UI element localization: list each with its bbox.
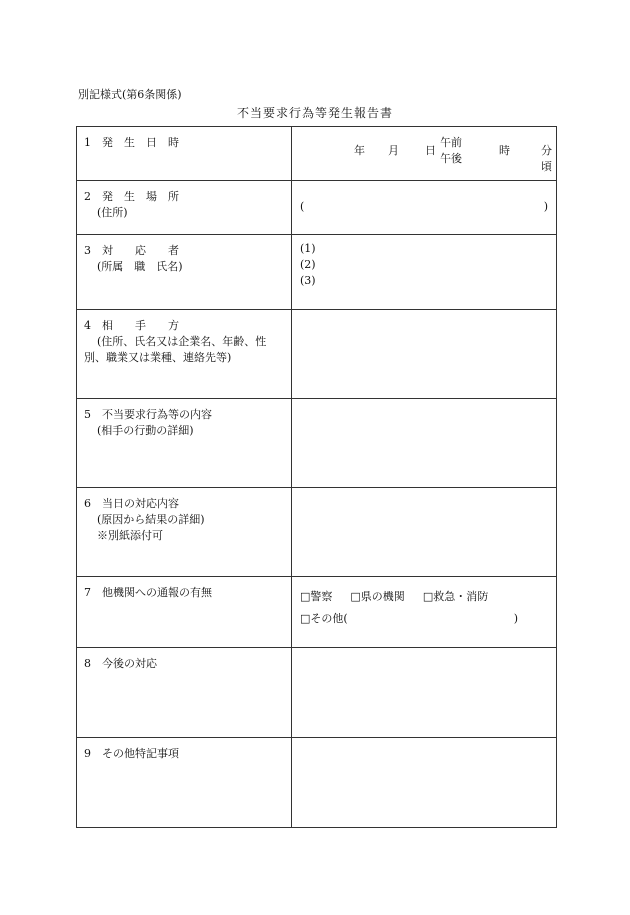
row-future [77, 648, 557, 738]
form-label: 別記様式(第6条関係) [78, 88, 182, 101]
staff-item-3: (3) [300, 274, 316, 287]
row-sublabel: (原因から結果の詳細) [97, 513, 205, 526]
minute-label: 分頃 [541, 144, 552, 173]
month-label: 月 [388, 144, 399, 157]
row-label: 4 相 手 方 [84, 319, 179, 332]
row-label: 2 発 生 場 所 [84, 190, 179, 203]
row-sublabel: (住所) [97, 206, 128, 219]
label-cell [77, 577, 292, 648]
row-label: 1 発 生 日 時 [84, 136, 179, 149]
row-label: 7 他機関への通報の有無 [84, 586, 212, 599]
other-checkbox[interactable]: □その他( [300, 612, 348, 625]
incident-field[interactable] [292, 399, 557, 488]
row-label: 3 対 応 者 [84, 244, 179, 257]
row-response [77, 488, 557, 577]
prefecture-checkbox[interactable]: □県の機関 [350, 590, 405, 603]
label-cell [77, 488, 292, 577]
page-title: 不当要求行為等発生報告書 [236, 106, 393, 120]
label-cell [77, 648, 292, 738]
row-other-notes [77, 738, 557, 828]
address-field[interactable] [292, 181, 557, 235]
address-open-paren: ( [300, 200, 305, 213]
address-close-paren: ) [543, 200, 548, 213]
row-notification [77, 577, 557, 648]
staff-item-1: (1) [300, 242, 316, 255]
emergency-checkbox[interactable]: □救急・消防 [422, 590, 489, 603]
row-note: ※別紙添付可 [97, 529, 163, 542]
datetime-field[interactable] [292, 127, 557, 181]
row-incident [77, 399, 557, 488]
row-sublabel-cont: 別、職業又は業種、連絡先等) [84, 351, 232, 364]
am-label: 午前 [440, 136, 462, 149]
row-label: 9 その他特記事項 [84, 747, 179, 760]
row-staff [77, 235, 557, 310]
row-sublabel: (相手の行動の詳細) [97, 424, 194, 437]
label-cell [77, 127, 292, 181]
row-location [77, 181, 557, 235]
label-cell [77, 181, 292, 235]
response-field[interactable] [292, 488, 557, 577]
pm-label: 午後 [440, 152, 462, 165]
row-label: 8 今後の対応 [84, 657, 157, 670]
counterpart-field[interactable] [292, 310, 557, 399]
other-notes-field[interactable] [292, 738, 557, 828]
row-counterpart [77, 310, 557, 399]
staff-field[interactable] [292, 235, 557, 310]
year-label: 年 [354, 144, 365, 157]
row-sublabel: (所属 職 氏名) [97, 260, 183, 273]
staff-item-2: (2) [300, 258, 316, 271]
report-table [76, 126, 557, 828]
notification-field [292, 577, 557, 648]
label-cell [77, 235, 292, 310]
future-field[interactable] [292, 648, 557, 738]
hour-label: 時 [499, 144, 510, 157]
day-label: 日 [425, 144, 436, 157]
row-label: 6 当日の対応内容 [84, 497, 179, 510]
row-datetime [77, 127, 557, 181]
other-close-paren: ) [513, 612, 518, 625]
police-checkbox[interactable]: □警察 [300, 590, 333, 603]
label-cell [77, 399, 292, 488]
label-cell [77, 310, 292, 399]
row-sublabel: (住所、氏名又は企業名、年齢、性 [97, 335, 267, 348]
row-label: 5 不当要求行為等の内容 [84, 408, 212, 421]
label-cell [77, 738, 292, 828]
